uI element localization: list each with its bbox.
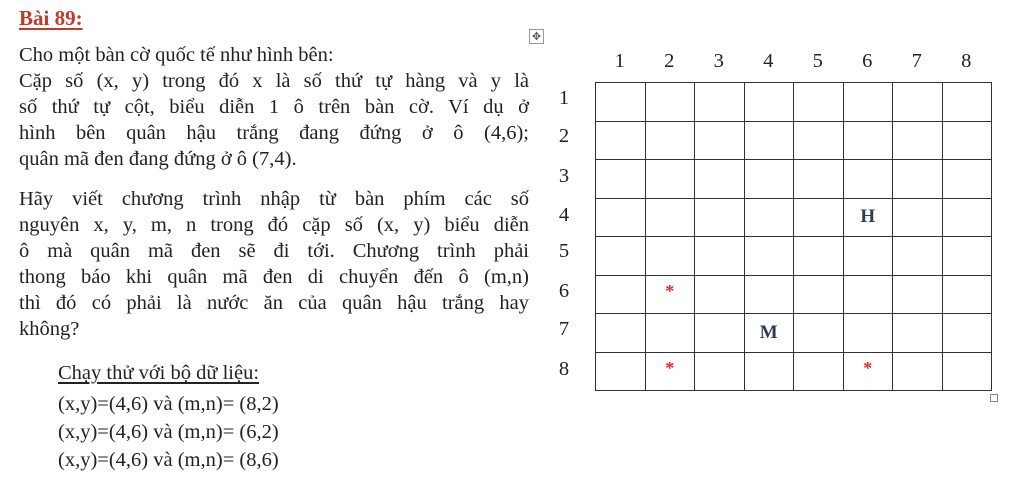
board-cell [596, 314, 646, 353]
knight-target-mark: * [665, 357, 675, 378]
board-cell [942, 198, 992, 237]
test-cases [58, 390, 279, 474]
board-cell [893, 352, 943, 391]
board-row [596, 275, 992, 314]
board-cell [596, 83, 646, 122]
black-knight-piece: M [759, 321, 778, 343]
column-label: 6 [862, 50, 873, 72]
board-cell [695, 237, 745, 276]
row-label: 8 [558, 358, 570, 380]
board-cell [695, 275, 745, 314]
board-cell [942, 314, 992, 353]
board-cell [893, 237, 943, 276]
row-label: 2 [558, 125, 570, 147]
board-cell [596, 160, 646, 199]
board-row [596, 352, 992, 391]
board-cell [843, 83, 893, 122]
board-cell [942, 275, 992, 314]
knight-target-mark: * [665, 280, 675, 301]
board-cell [893, 314, 943, 353]
description-line: Cặp số (x, y) trong đó x là số thứ tự hàng và y là [19, 70, 529, 92]
board-cell [645, 198, 695, 237]
column-label: 4 [763, 50, 774, 72]
intro-text: Cho một bàn cờ quốc tế như hình bên: [19, 44, 334, 66]
board-cell [645, 275, 695, 314]
board-cell [843, 275, 893, 314]
board-row [596, 198, 992, 237]
board-cell [695, 121, 745, 160]
board-cell [596, 121, 646, 160]
board-cell [596, 198, 646, 237]
board-cell [695, 352, 745, 391]
board-cell [843, 352, 893, 391]
board-cell [794, 160, 844, 199]
board-cell [744, 160, 794, 199]
board-cell [843, 198, 893, 237]
test-case: (x,y)=(4,6) và (m,n)= (8,2) [58, 393, 279, 415]
board-cell [893, 160, 943, 199]
board-cell [893, 121, 943, 160]
board-cell [942, 160, 992, 199]
task-line: thong báo khi quân mã đen di chuyển đến ô (m,n) [19, 266, 529, 288]
task-line: không? [19, 318, 80, 340]
board-cell [645, 352, 695, 391]
task-line: ô mà quân mã đen sẽ đi tới. Chương trình phải [19, 240, 529, 262]
row-label: 5 [558, 240, 570, 262]
board-cell [893, 198, 943, 237]
board-cell [695, 160, 745, 199]
board-cell [794, 198, 844, 237]
column-label: 7 [911, 50, 922, 72]
task-line: thì đó có phải là nước ăn của quân hậu trắng hay [19, 292, 529, 314]
chess-board [595, 82, 992, 391]
board-cell [942, 352, 992, 391]
table-move-handle-icon[interactable]: ✥ [529, 29, 544, 44]
board-cell [843, 121, 893, 160]
board-row [596, 237, 992, 276]
board-cell [744, 237, 794, 276]
description-line: số thứ tự cột, biểu diễn 1 ô trên bàn cờ. Ví dụ ở [19, 96, 529, 118]
board-cell [794, 314, 844, 353]
board-cell [744, 83, 794, 122]
board-cell [843, 314, 893, 353]
board-cell [645, 314, 695, 353]
exercise-title: Bài 89: [19, 6, 83, 30]
column-label: 2 [664, 50, 675, 72]
row-label: 1 [558, 87, 570, 109]
test-case: (x,y)=(4,6) và (m,n)= (6,2) [58, 421, 279, 443]
board-row [596, 83, 992, 122]
board-cell [645, 160, 695, 199]
board-cell [645, 121, 695, 160]
description-paragraph [19, 68, 529, 172]
row-label: 4 [558, 204, 570, 226]
board-cell [893, 83, 943, 122]
board-row [596, 160, 992, 199]
board-cell [695, 198, 745, 237]
board-cell [794, 83, 844, 122]
board-cell [744, 121, 794, 160]
test-case: (x,y)=(4,6) và (m,n)= (8,6) [58, 449, 279, 471]
board-cell [744, 275, 794, 314]
white-queen-piece: H [860, 206, 876, 228]
board-cell [794, 275, 844, 314]
board-cell [794, 121, 844, 160]
board-row [596, 121, 992, 160]
board-cell [695, 314, 745, 353]
board-cell [942, 83, 992, 122]
board-cell [596, 237, 646, 276]
table-resize-handle[interactable] [990, 394, 998, 402]
task-line: Hãy viết chương trình nhập từ bàn phím các số [19, 188, 529, 210]
test-data-label: Chạy thử với bộ dữ liệu: [58, 362, 260, 384]
row-label: 3 [558, 165, 570, 187]
board-cell [893, 275, 943, 314]
column-label: 5 [812, 50, 823, 72]
column-label: 1 [614, 50, 625, 72]
column-label: 8 [961, 50, 972, 72]
board-cell [744, 352, 794, 391]
board-cell [645, 83, 695, 122]
row-label: 6 [558, 280, 570, 302]
description-line: quân mã đen đang đứng ở ô (7,4). [19, 148, 297, 170]
column-label: 3 [713, 50, 724, 72]
board-cell [942, 121, 992, 160]
board-cell [794, 237, 844, 276]
knight-target-mark: * [863, 357, 873, 378]
board-cell [843, 237, 893, 276]
row-label: 7 [558, 318, 570, 340]
board-cell [596, 275, 646, 314]
task-paragraph [19, 186, 529, 342]
description-line: hình bên quân hậu trắng đang đứng ở ô (4,6); [19, 122, 529, 144]
board-cell [695, 83, 745, 122]
board-cell [645, 237, 695, 276]
board-cell [744, 198, 794, 237]
board-cell [596, 352, 646, 391]
board-cell [794, 352, 844, 391]
board-cell [942, 237, 992, 276]
board-cell [843, 160, 893, 199]
task-line: nguyên x, y, m, n trong đó cặp số (x, y) biểu diễn [19, 214, 529, 236]
board-cell [744, 314, 794, 353]
column-labels [595, 50, 991, 74]
board-row [596, 314, 992, 353]
